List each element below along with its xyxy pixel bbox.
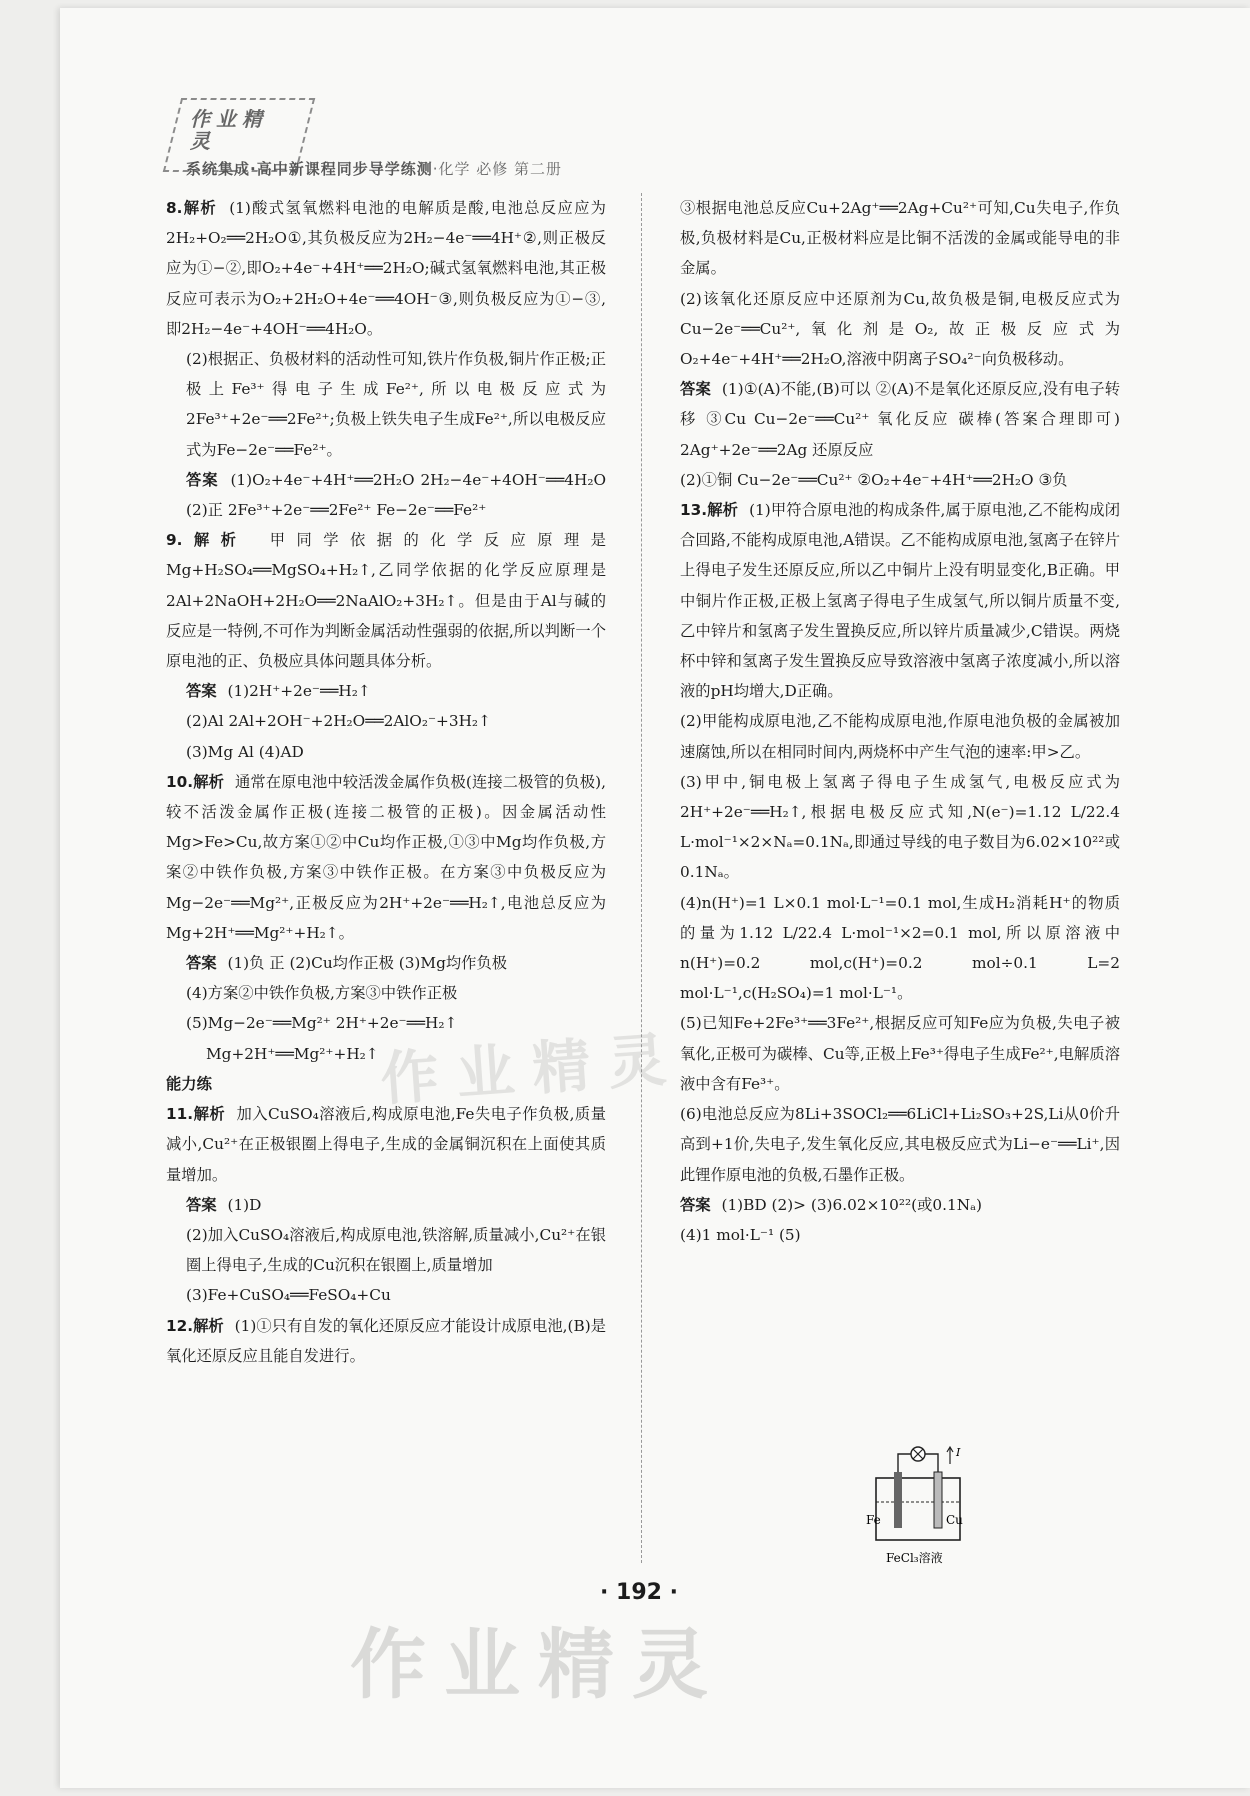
q11-answer-3: (3)Fe+CuSO₄══FeSO₄+Cu <box>186 1286 391 1305</box>
q9-answer-1: 答案 (1)2H⁺+2e⁻══H₂↑ <box>186 682 371 701</box>
paragraph-tag: 答案 <box>680 380 711 399</box>
section-title-ability: 能力练 <box>166 1074 212 1093</box>
q9-answer-2: (2)Al 2Al+2OH⁻+2H₂O══2AlO₂⁻+3H₂↑ <box>186 712 491 731</box>
q13-analysis-5: (5)已知Fe+2Fe³⁺══3Fe²⁺,根据反应可知Fe应为负极,失电子被氧化,正极可为碳棒、Cu等,正极上Fe³⁺得电子生成Fe²⁺,电解质溶液中含有Fe³⁺。 <box>680 1014 1120 1093</box>
q11-answer-1: 答案 (1)D <box>186 1195 262 1214</box>
q13-analysis-2: (2)甲能构成原电池,乙不能构成原电池,作原电池负极的金属被加速腐蚀,所以在相同时间内,两烧杯中产生气泡的速率:甲>乙。 <box>680 712 1120 761</box>
q9-analysis: 9.解析 甲同学依据的化学反应原理是Mg+H₂SO₄══MgSO₄+H₂↑,乙同学依据的化学反应原理是2Al+2NaOH+2H₂O══2NaAlO₂+3H₂↑。但是由于Al与碱的反应是一特例,不可作为判断金属活动性强弱的依据,所以判断一个原电池的正、负极应具体问题具体分析。 <box>166 531 606 671</box>
q12-answer-1: 答案 (1)①(A)不能,(B)可以 ②(A)不是氧化还原反应,没有电子转移 ③Cu Cu−2e⁻══Cu²⁺ 氧化反应 碳棒(答案合理即可) 2Ag⁺+2e⁻══2Ag 还原反应 <box>680 380 1120 459</box>
paragraph-tag: 10.解析 <box>166 772 224 791</box>
column-divider <box>641 193 642 1563</box>
q13-answer-1: 答案 (1)BD (2)> (3)6.02×10²²(或0.1Nₐ) <box>680 1195 982 1214</box>
paragraph-tag: 8.解析 <box>166 199 218 217</box>
fe-electrode <box>894 1472 902 1528</box>
q13-analysis-4: (4)n(H⁺)=1 L×0.1 mol·L⁻¹=0.1 mol,生成H₂消耗H⁺的物质的量为1.12 L/22.4 L·mol⁻¹×2=0.1 mol,所以原溶液中n(H⁺)=0.2 mol,c(H⁺)=0.2 mol÷0.1 L=2 mol·L⁻¹,c(H₂SO₄)=1 mol·L⁻¹。 <box>680 893 1120 1003</box>
q13-analysis-1: 13.解析 (1)甲符合原电池的构成条件,属于原电池,乙不能构成闭合回路,不能构成原电池,A错误。乙不能构成原电池,氢离子在锌片上得电子发生还原反应,所以乙中铜片上没有明显变化,B正确。甲中铜片作正极,正极上氢离子得电子生成氢气,所以铜片质量不变,乙中锌片和氢离子发生置换反应,所以锌片质量减少,C错误。两烧杯中锌和氢离子发生置换反应导致溶液中氢离子浓度减小,所以溶液的pH均增大,D正确。 <box>680 501 1120 701</box>
stamp-logo-text: 作业精灵 <box>190 107 268 153</box>
header-subject: ·化学 必修 第二册 <box>432 160 563 178</box>
fe-label: Fe <box>866 1513 881 1527</box>
q10-answer-3: (5)Mg−2e⁻══Mg²⁺ 2H⁺+2e⁻══H₂↑ <box>186 1014 458 1033</box>
paragraph-tag: 答案 <box>186 682 217 701</box>
solution-label: FeCl₃溶液 <box>886 1551 943 1565</box>
beaker <box>876 1478 960 1540</box>
q11-analysis: 11.解析 加入CuSO₄溶液后,构成原电池,Fe失电子作负极,质量减小,Cu²⁺在正极银圈上得电子,生成的金属铜沉积在上面使其质量增加。 <box>166 1105 606 1184</box>
q12-analysis-3: (2)该氧化还原反应中还原剂为Cu,故负极是铜,电极反应式为Cu−2e⁻══Cu²⁺,氧化剂是O₂,故正极反应式为O₂+4e⁻+4H⁺══2H₂O,溶液中阴离子SO₄²⁻向负极移动。 <box>680 289 1120 369</box>
paragraph-tag: 答案 <box>186 1195 217 1214</box>
q10-answer-1: 答案 (1)负 正 (2)Cu均作正极 (3)Mg均作负极 <box>186 954 508 973</box>
galvanic-cell-figure <box>864 1442 974 1570</box>
running-header <box>186 158 562 179</box>
paragraph-tag: 13.解析 <box>680 501 739 520</box>
left-column <box>166 193 606 1371</box>
q10-analysis: 10.解析 通常在原电池中较活泼金属作负极(连接二极管的负极),较不活泼金属作正极(连接二极管的正极)。因金属活动性Mg>Fe>Cu,故方案①②中Cu均作正极,①③中Mg均作负极,方案②中铁作负极,方案③中铁作正极。在方案③中负极反应为Mg−2e⁻══Mg²⁺,正极反应为2H⁺+2e⁻══H₂↑,电池总反应为Mg+2H⁺══Mg²⁺+H₂↑。 <box>166 772 606 942</box>
paragraph-tag: 12.解析 <box>166 1316 224 1335</box>
q13-answer-2: (4)1 mol·L⁻¹ (5) <box>680 1225 801 1244</box>
q12-answer-2: (2)①铜 Cu−2e⁻══Cu²⁺ ②O₂+4e⁻+4H⁺══2H₂O ③负 <box>680 470 1068 489</box>
paragraph-tag: 答案 <box>186 470 219 489</box>
q12-analysis-1: 12.解析 (1)①只有自发的氧化还原反应才能设计成原电池,(B)是氧化还原反应且能自发进行。 <box>166 1316 606 1365</box>
watermark-middle: 作业精灵 <box>378 1024 687 1114</box>
page-number: · 192 · <box>600 1580 678 1605</box>
cu-label: Cu <box>946 1513 963 1527</box>
q10-answer-4: Mg+2H⁺══Mg²⁺+H₂↑ <box>206 1044 379 1063</box>
paragraph-tag: 答案 <box>680 1195 711 1214</box>
q8-answer: 答案 (1)O₂+4e⁻+4H⁺══2H₂O 2H₂−4e⁻+4OH⁻══4H₂O (2)正 2Fe³⁺+2e⁻══2Fe²⁺ Fe−2e⁻══Fe²⁺ <box>186 470 606 520</box>
q13-analysis-3: (3)甲中,铜电极上氢离子得电子生成氢气,电极反应式为2H⁺+2e⁻══H₂↑,根据电极反应式知,N(e⁻)=1.12 L/22.4 L·mol⁻¹×2×Nₐ=0.1Nₐ,即通过导线的电子数目为6.02×10²²或0.1Nₐ。 <box>680 772 1120 882</box>
q13-analysis-6: (6)电池总反应为8Li+3SOCl₂══6LiCl+Li₂SO₃+2S,Li从0价升高到+1价,失电子,发生氧化反应,其电极反应式为Li−e⁻══Li⁺,因此锂作原电池的负极,石墨作正极。 <box>680 1105 1120 1184</box>
q9-answer-3: (3)Mg Al (4)AD <box>186 742 304 761</box>
cu-electrode <box>934 1472 942 1528</box>
right-column <box>680 193 1120 1250</box>
q8-analysis-2: (2)根据正、负极材料的活动性可知,铁片作负极,铜片作正极;正极上Fe³⁺得电子生成Fe²⁺,所以电极反应式为2Fe³⁺+2e⁻══2Fe²⁺;负极上铁失电子生成Fe²⁺,所以电极反应式为Fe−2e⁻══Fe²⁺。 <box>186 350 606 459</box>
watermark-bottom: 作业精灵 <box>350 1620 726 1709</box>
q12-analysis-2: ③根据电池总反应Cu+2Ag⁺══2Ag+Cu²⁺可知,Cu失电子,作负极,负极材料是Cu,正极材料应是比铜不活泼的金属或能导电的非金属。 <box>680 199 1120 278</box>
paragraph-tag: 答案 <box>186 954 217 973</box>
q8-analysis-1: 8.解析 (1)酸式氢氧燃料电池的电解质是酸,电池总反应应为2H₂+O₂══2H₂O①,其负极反应为2H₂−4e⁻══4H⁺②,则正极反应为①−②,即O₂+4e⁻+4H⁺══2H₂O;碱式氢氧燃料电池,其正极反应可表示为O₂+2H₂O+4e⁻══4OH⁻③,则负极反应为①−③,即2H₂−4e⁻+4OH⁻══4H₂O。 <box>166 199 606 338</box>
current-label: I <box>956 1446 961 1459</box>
paragraph-tag: 11.解析 <box>166 1105 226 1124</box>
q11-answer-2: (2)加入CuSO₄溶液后,构成原电池,铁溶解,质量减小,Cu²⁺在银圈上得电子,生成的Cu沉积在银圈上,质量增加 <box>186 1225 606 1275</box>
q10-answer-2: (4)方案②中铁作负极,方案③中铁作正极 <box>186 984 458 1003</box>
paragraph-tag: 9.解析 <box>166 531 248 550</box>
header-series: 系统集成·高中新课程同步导学练测 <box>186 160 433 178</box>
